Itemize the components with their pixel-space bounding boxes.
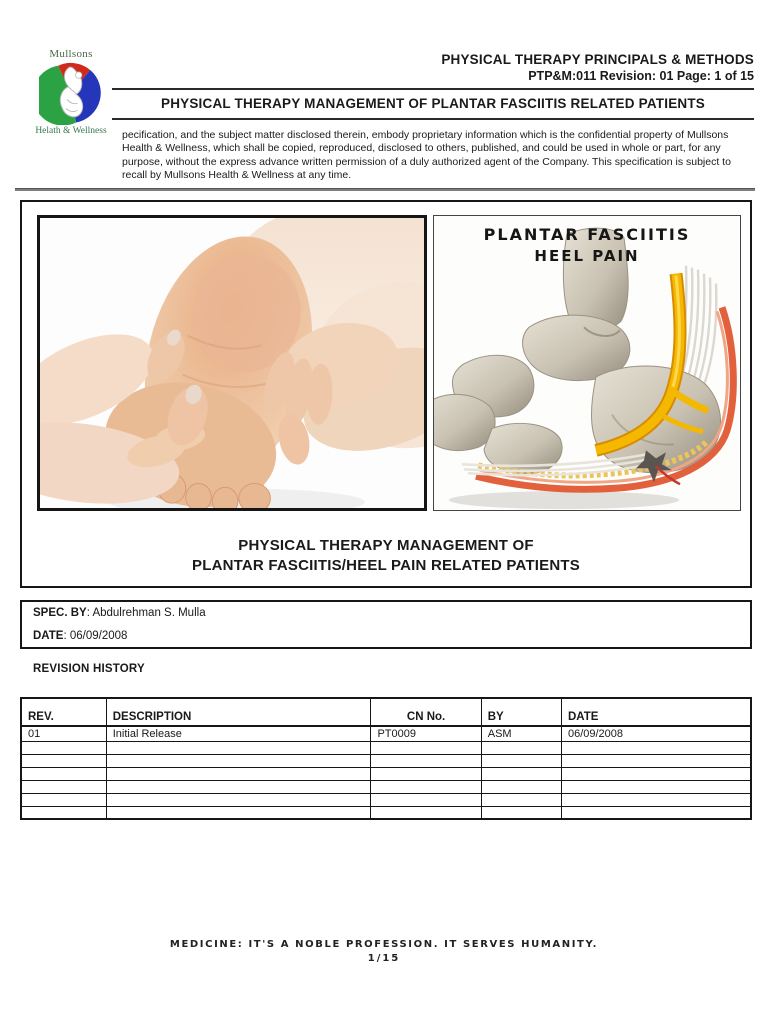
footer-motto: MEDICINE: IT'S A NOBLE PROFESSION. IT SERVES HUMANITY. [169,939,599,950]
cell-empty [21,767,106,780]
cell-empty [21,793,106,806]
cell-empty [561,806,751,819]
spec-date-label: DATE [33,630,64,642]
anatomy-label-line2: HEEL PAIN [534,246,640,265]
plantar-fasciitis-illustration [433,215,741,511]
header-series-title: PHYSICAL THERAPY PRINCIPALS & METHODS [441,52,754,67]
proprietary-notice: pecification, and the subject matter disclosed therein, embody proprietary information which is the confidential property of Mullsons Health & Wellness, which shall be copied, reproduced, disclosed to others, published, and could be used in whole or part, for any purpose, without the express advance written permission of a duly authorized agent of the Company. This specification is subject to recall by Mullsons Health & Wellness at any time. [122,129,731,182]
cell-empty [106,806,371,819]
cell-empty [21,780,106,793]
col-header-description: DESCRIPTION [106,698,371,726]
cell-empty [561,793,751,806]
cell-empty [371,754,481,767]
foot-massage-photo [37,215,427,511]
cell-empty [21,754,106,767]
page-title: PHYSICAL THERAPY MANAGEMENT OF PLANTAR FASCIITIS RELATED PATIENTS [160,96,706,111]
table-row-empty [21,806,751,819]
spec-by-value: : Abdulrehman S. Mulla [86,607,206,619]
figure-caption-line2: PLANTAR FASCIITIS/HEEL PAIN RELATED PATIENTS [192,557,580,575]
spec-date-line [33,630,739,642]
footer-page-indicator: 1/15 [367,953,401,964]
cell-by: ASM [481,726,561,741]
table-row-empty [21,754,751,767]
col-header-rev: REV. [21,698,106,726]
table-header-row [21,698,751,726]
col-header-cn-no: CN No. [371,698,481,726]
title-band [112,88,754,120]
section-divider [15,188,755,191]
logo-company-name: Mullsons [49,48,93,60]
cell-empty [561,767,751,780]
cell-empty [371,767,481,780]
cell-empty [371,780,481,793]
spec-box [20,600,752,649]
col-header-by: BY [481,698,561,726]
cell-empty [481,780,561,793]
cell-date: 06/09/2008 [561,726,751,741]
spec-date-value: : 06/09/2008 [63,630,128,642]
figure-box [20,200,752,588]
mullsons-logo-icon [39,61,103,125]
cell-empty [481,793,561,806]
cell-empty [371,806,481,819]
table-row [21,726,751,741]
revision-history-heading: REVISION HISTORY [33,663,145,675]
cell-empty [481,806,561,819]
revision-history-table [20,697,752,820]
cell-cn-no: PT0009 [371,726,481,741]
foot-massage-illustration [40,218,424,508]
cell-description: Initial Release [106,726,371,741]
cell-empty [481,767,561,780]
cell-empty [21,806,106,819]
col-header-date: DATE [561,698,751,726]
table-row-empty [21,780,751,793]
page-footer [0,939,768,964]
company-logo [26,48,116,136]
cell-empty [106,780,371,793]
cell-empty [561,780,751,793]
cell-empty [106,767,371,780]
header-doc-meta: PTP&M:011 Revision: 01 Page: 1 of 15 [528,68,754,83]
anatomy-label-line1: PLANTAR FASCIITIS [483,225,691,244]
cell-empty [106,754,371,767]
cell-empty [561,754,751,767]
cell-empty [106,741,371,754]
logo-tagline: Helath & Wellness [35,126,107,136]
spec-by-line [33,607,739,619]
document-header [441,52,754,85]
revision-history-table-wrap [20,697,752,820]
cell-empty [481,741,561,754]
cell-empty [371,741,481,754]
table-row-empty [21,793,751,806]
cell-empty [371,793,481,806]
figure-caption-line1: PHYSICAL THERAPY MANAGEMENT OF [238,537,534,554]
cell-rev: 01 [21,726,106,741]
cell-empty [106,793,371,806]
spec-by-label: SPEC. BY [33,607,87,619]
anatomy-label [434,224,740,266]
cell-empty [561,741,751,754]
cell-empty [481,754,561,767]
table-row-empty [21,767,751,780]
cell-empty [21,741,106,754]
table-row-empty [21,741,751,754]
figure-caption [22,536,750,577]
